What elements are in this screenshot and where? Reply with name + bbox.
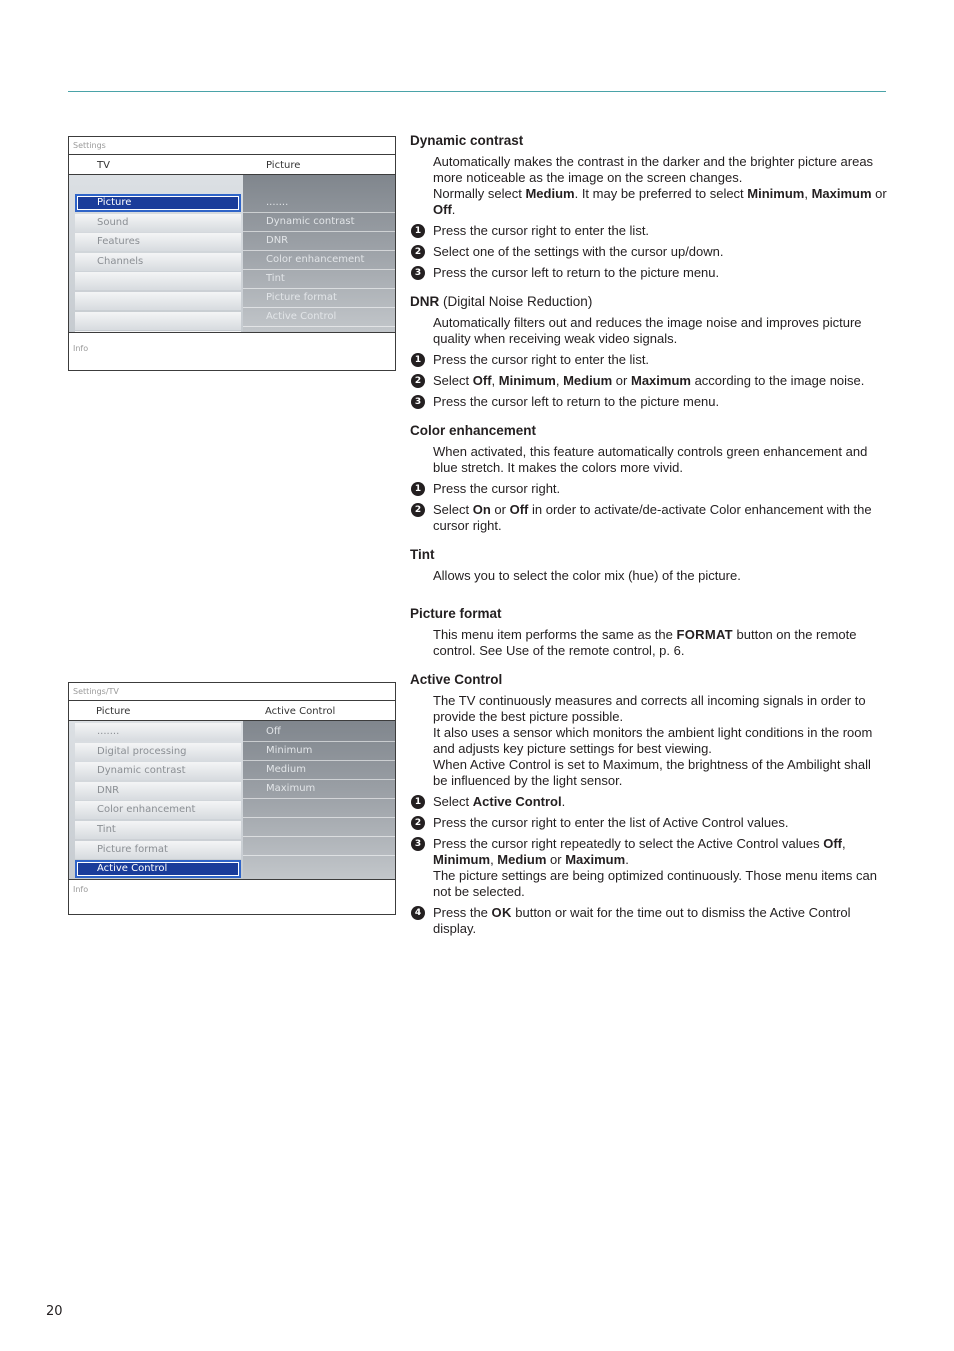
- paragraph: Allows you to select the color mix (hue) of the picture.: [433, 568, 741, 583]
- section-active-control: [410, 672, 888, 937]
- tv-menu-active-control: [68, 682, 396, 915]
- menu-item-tint[interactable]: Tint: [75, 821, 241, 839]
- section-picture-format: [410, 606, 888, 659]
- menu-item-dynamic-contrast[interactable]: Dynamic contrast: [75, 762, 241, 780]
- menu-item-channels[interactable]: Channels: [75, 253, 241, 271]
- heading-dynamic-contrast: Dynamic contrast: [410, 133, 524, 148]
- menu-left-list: [69, 175, 241, 332]
- step-number-icon: 3: [411, 837, 425, 851]
- heading-active-control: Active Control: [410, 672, 503, 687]
- menu-item-digital-processing[interactable]: Digital processing: [75, 743, 241, 761]
- step-number-icon: 3: [411, 266, 425, 280]
- step: 2 Select On or Off in order to activate/de-activate Color enhancement with the cursor right.: [433, 502, 888, 534]
- menu-item-empty: [75, 292, 241, 310]
- submenu-item: .......: [243, 194, 395, 213]
- menu-item-picture[interactable]: Picture: [75, 194, 241, 212]
- tv-menu-settings: [68, 136, 396, 371]
- step-number-icon: 3: [411, 395, 425, 409]
- submenu-item-tint: Tint: [243, 270, 395, 289]
- paragraph: When Active Control is set to Maximum, the brightness of the Ambilight shall be influenced by the light sensor.: [433, 757, 871, 788]
- step-number-icon: 2: [411, 816, 425, 830]
- step: 3 Press the cursor left to return to the picture menu.: [433, 394, 888, 410]
- menu-info: Info: [69, 332, 395, 370]
- heading-tint: Tint: [410, 547, 435, 562]
- step-number-icon: 2: [411, 245, 425, 259]
- submenu-item-active-control: Active Control: [243, 308, 395, 327]
- paragraph: The TV continuously measures and corrects all incoming signals in order to provide the best picture possible.: [433, 693, 866, 724]
- paragraph: Automatically makes the contrast in the darker and the brighter picture areas more noticeable as the image on the screen changes.: [433, 154, 874, 185]
- step-number-icon: 4: [411, 906, 425, 920]
- menu-item-sound[interactable]: Sound: [75, 214, 241, 232]
- step: 1 Press the cursor right to enter the list.: [433, 223, 888, 239]
- menu-item-color-enhancement[interactable]: Color enhancement: [75, 801, 241, 819]
- paragraph: Automatically filters out and reduces the image noise and improves picture quality when receiving weak video signals.: [433, 315, 862, 346]
- menu-col-left-title: TV: [97, 160, 110, 171]
- section-color-enhancement: [410, 423, 888, 534]
- step: 1 Press the cursor right to enter the list.: [433, 352, 888, 368]
- submenu-item-empty: [243, 837, 395, 856]
- menu-right-list: [243, 721, 395, 879]
- submenu-item-picture-format: Picture format: [243, 289, 395, 308]
- step-number-icon: 1: [411, 795, 425, 809]
- menu-item-empty: [75, 272, 241, 290]
- menu-breadcrumb: Settings: [69, 137, 395, 155]
- step: 1 Select Active Control.: [433, 794, 888, 810]
- step: 2 Select Off, Minimum, Medium or Maximum according to the image noise.: [433, 373, 888, 389]
- submenu-item-minimum: Minimum: [243, 742, 395, 761]
- paragraph: It also uses a sensor which monitors the ambient light conditions in the room and adjusts key picture settings for best viewing.: [433, 725, 873, 756]
- step-number-icon: 2: [411, 503, 425, 517]
- heading-dnr: DNR (Digital Noise Reduction): [410, 294, 593, 309]
- menu-item-empty: [75, 312, 241, 330]
- submenu-item-empty: [243, 799, 395, 818]
- paragraph: When activated, this feature automatically controls green enhancement and blue stretch. It makes the colors more vivid.: [433, 444, 868, 475]
- menu-col-left-title: Picture: [96, 706, 131, 717]
- menu-body: [69, 175, 395, 332]
- step: 2 Select one of the settings with the cursor up/down.: [433, 244, 888, 260]
- step-number-icon: 1: [411, 482, 425, 496]
- submenu-item-color-enhancement: Color enhancement: [243, 251, 395, 270]
- menu-body: [69, 721, 395, 879]
- heading-picture-format: Picture format: [410, 606, 502, 621]
- step: 2 Press the cursor right to enter the list of Active Control values.: [433, 815, 888, 831]
- menu-info: Info: [69, 879, 395, 914]
- submenu-item-medium: Medium: [243, 761, 395, 780]
- menu-left-list: [69, 721, 241, 879]
- heading-color-enhancement: Color enhancement: [410, 423, 537, 438]
- submenu-item-maximum: Maximum: [243, 780, 395, 799]
- step-number-icon: 1: [411, 353, 425, 367]
- section-dnr: [410, 294, 888, 410]
- menu-item-empty: [75, 331, 241, 332]
- menu-col-right-title: Picture: [266, 160, 301, 171]
- step: 3 Press the cursor right repeatedly to select the Active Control values Off, Minimum, Medium or Maximum. The picture settings are being optimized continuously. Those menu items can not be selected.: [433, 836, 888, 900]
- menu-item-picture-format[interactable]: Picture format: [75, 841, 241, 859]
- top-rule: [68, 91, 886, 92]
- menu-item[interactable]: .......: [75, 723, 241, 741]
- step: 4 Press the OK button or wait for the time out to dismiss the Active Control display.: [433, 905, 888, 937]
- step: 1 Press the cursor right.: [433, 481, 888, 497]
- submenu-item-off: Off: [243, 723, 395, 742]
- menu-header: [69, 701, 395, 721]
- paragraph: Normally select Medium. It may be preferred to select Minimum, Maximum or Off.: [433, 186, 887, 217]
- step-number-icon: 1: [411, 224, 425, 238]
- menu-col-right-title: Active Control: [265, 706, 336, 717]
- step: 3 Press the cursor left to return to the picture menu.: [433, 265, 888, 281]
- menu-right-list: [243, 175, 395, 332]
- manual-text: [410, 133, 888, 950]
- section-dynamic-contrast: [410, 133, 888, 281]
- submenu-item-empty: [243, 818, 395, 837]
- page-number: 20: [46, 1304, 63, 1319]
- paragraph: This menu item performs the same as the FORMAT button on the remote control. See Use of the remote control, p. 6.: [433, 627, 857, 658]
- menu-header: [69, 155, 395, 175]
- menu-item-active-control[interactable]: Active Control: [75, 860, 241, 878]
- menu-item-dnr[interactable]: DNR: [75, 782, 241, 800]
- submenu-item-dynamic-contrast: Dynamic contrast: [243, 213, 395, 232]
- menu-item-features[interactable]: Features: [75, 233, 241, 251]
- submenu-item-dnr: DNR: [243, 232, 395, 251]
- step-number-icon: 2: [411, 374, 425, 388]
- menu-breadcrumb: Settings/TV: [69, 683, 395, 701]
- section-tint: [410, 547, 888, 584]
